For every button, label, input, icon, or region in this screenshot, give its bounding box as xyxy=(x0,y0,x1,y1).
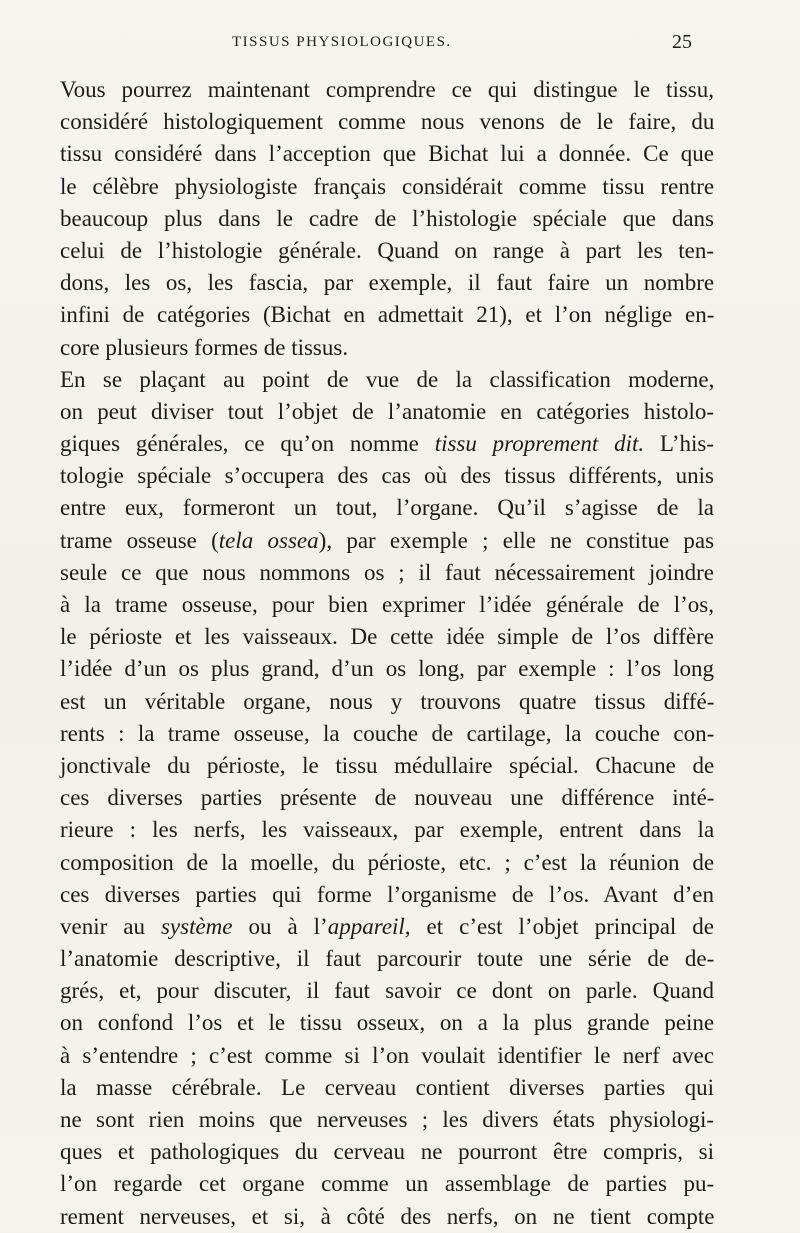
text-line: celui de l’histologie générale. Quand on range à part les ten- xyxy=(60,237,714,263)
text-line: on peut diviser tout l’objet de l’anatomie en catégories histolo- xyxy=(60,398,715,424)
text-line-mixed xyxy=(60,525,714,557)
text-segment: et c’est l’objet principal de xyxy=(410,913,715,939)
text-line: En se plaçant au point de vue de la classification moderne, xyxy=(60,366,715,392)
text-segment: trame osseuse ( xyxy=(60,527,219,553)
body-text xyxy=(60,74,714,1233)
text-line: seule ce que nous nommons os ; il faut nécessairement joindre xyxy=(60,559,714,585)
text-line: la masse cérébrale. Le cerveau contient diverses parties qui xyxy=(60,1074,714,1100)
text-line: ces diverses parties présente de nouveau une différence inté- xyxy=(60,785,715,811)
text-line: rents : la trame osseuse, la couche de cartilage, la couche con- xyxy=(60,720,715,746)
text-line: grés, et, pour discuter, il faut savoir ce dont on parle. Quand xyxy=(60,978,714,1004)
text-line: considéré histologiquement comme nous venons de le faire, du xyxy=(60,109,715,135)
text-line: infini de catégories (Bichat en admettait 21), et l’on néglige en- xyxy=(60,302,715,328)
text-line: core plusieurs formes de tissus. xyxy=(60,334,349,360)
text-segment: venir au xyxy=(60,913,161,939)
text-segment: L’his- xyxy=(644,431,715,457)
text-line: composition de la moelle, du périoste, etc. ; c’est la réunion de xyxy=(60,849,715,875)
text-line-mixed xyxy=(60,428,714,460)
running-head xyxy=(0,31,800,58)
text-line: l’on regarde cet organe comme un assemblage de parties pu- xyxy=(60,1171,715,1197)
text-line: est un véritable organe, nous y trouvons quatre tissus diffé- xyxy=(60,688,715,714)
text-line: l’anatomie descriptive, il faut parcourir toute une série de de- xyxy=(60,946,715,972)
text-line: l’idée d’un os plus grand, d’un os long, par exemple : l’os long xyxy=(60,656,714,682)
text-line: rement nerveuses, et si, à côté des nerfs, on ne tient compte xyxy=(60,1203,715,1229)
text-line: on confond l’os et le tissu osseux, on a la plus grande peine xyxy=(60,1010,715,1036)
text-line: dons, les os, les fascia, par exemple, il faut faire un nombre xyxy=(60,270,715,296)
text-segment: ou à l’ xyxy=(232,913,328,939)
text-line: beaucoup plus dans le cadre de l’histologie spéciale que dans xyxy=(60,205,714,231)
italic-term: tissu proprement dit. xyxy=(434,431,645,457)
text-segment: ), par exemple ; elle ne constitue pas xyxy=(318,527,715,553)
text-line: entre eux, formeront un tout, l’organe. Qu’il s’agisse de la xyxy=(60,495,714,521)
italic-term: tela ossea xyxy=(218,527,319,553)
text-line: le célèbre physiologiste français considérait comme tissu rentre xyxy=(60,173,715,199)
italic-term: système xyxy=(160,913,233,939)
text-line: Vous pourrez maintenant comprendre ce qui distingue le tissu, xyxy=(60,77,714,102)
text-line-mixed xyxy=(60,911,714,943)
text-line: ques et pathologiques du cerveau ne pourront être compris, si xyxy=(60,1139,714,1165)
text-line: jonctivale du périoste, le tissu médullaire spécial. Chacune de xyxy=(60,752,715,778)
page-number: 25 xyxy=(672,31,692,53)
text-line: rieure : les nerfs, les vaisseaux, par exemple, entrent dans la xyxy=(60,817,715,843)
italic-term: appareil, xyxy=(327,913,411,939)
running-title: TISSUS PHYSIOLOGIQUES. xyxy=(232,34,452,50)
text-segment: giques générales, ce qu’on nomme xyxy=(60,431,435,457)
text-line: ces diverses parties qui forme l’organisme de l’os. Avant d’en xyxy=(60,881,714,907)
text-line: tologie spéciale s’occupera des cas où des tissus différents, unis xyxy=(60,463,714,489)
text-line: tissu considéré dans l’acception que Bichat lui a donnée. Ce que xyxy=(60,141,714,167)
text-line: à s’entendre ; c’est comme si l’on voulait identifier le nerf avec xyxy=(60,1042,715,1068)
text-line: le périoste et les vaisseaux. De cette idée simple de l’os diffère xyxy=(60,624,714,650)
text-line: à la trame osseuse, pour bien exprimer l’idée générale de l’os, xyxy=(60,592,714,617)
text-line: ne sont rien moins que nerveuses ; les divers états physiologi- xyxy=(60,1107,714,1132)
